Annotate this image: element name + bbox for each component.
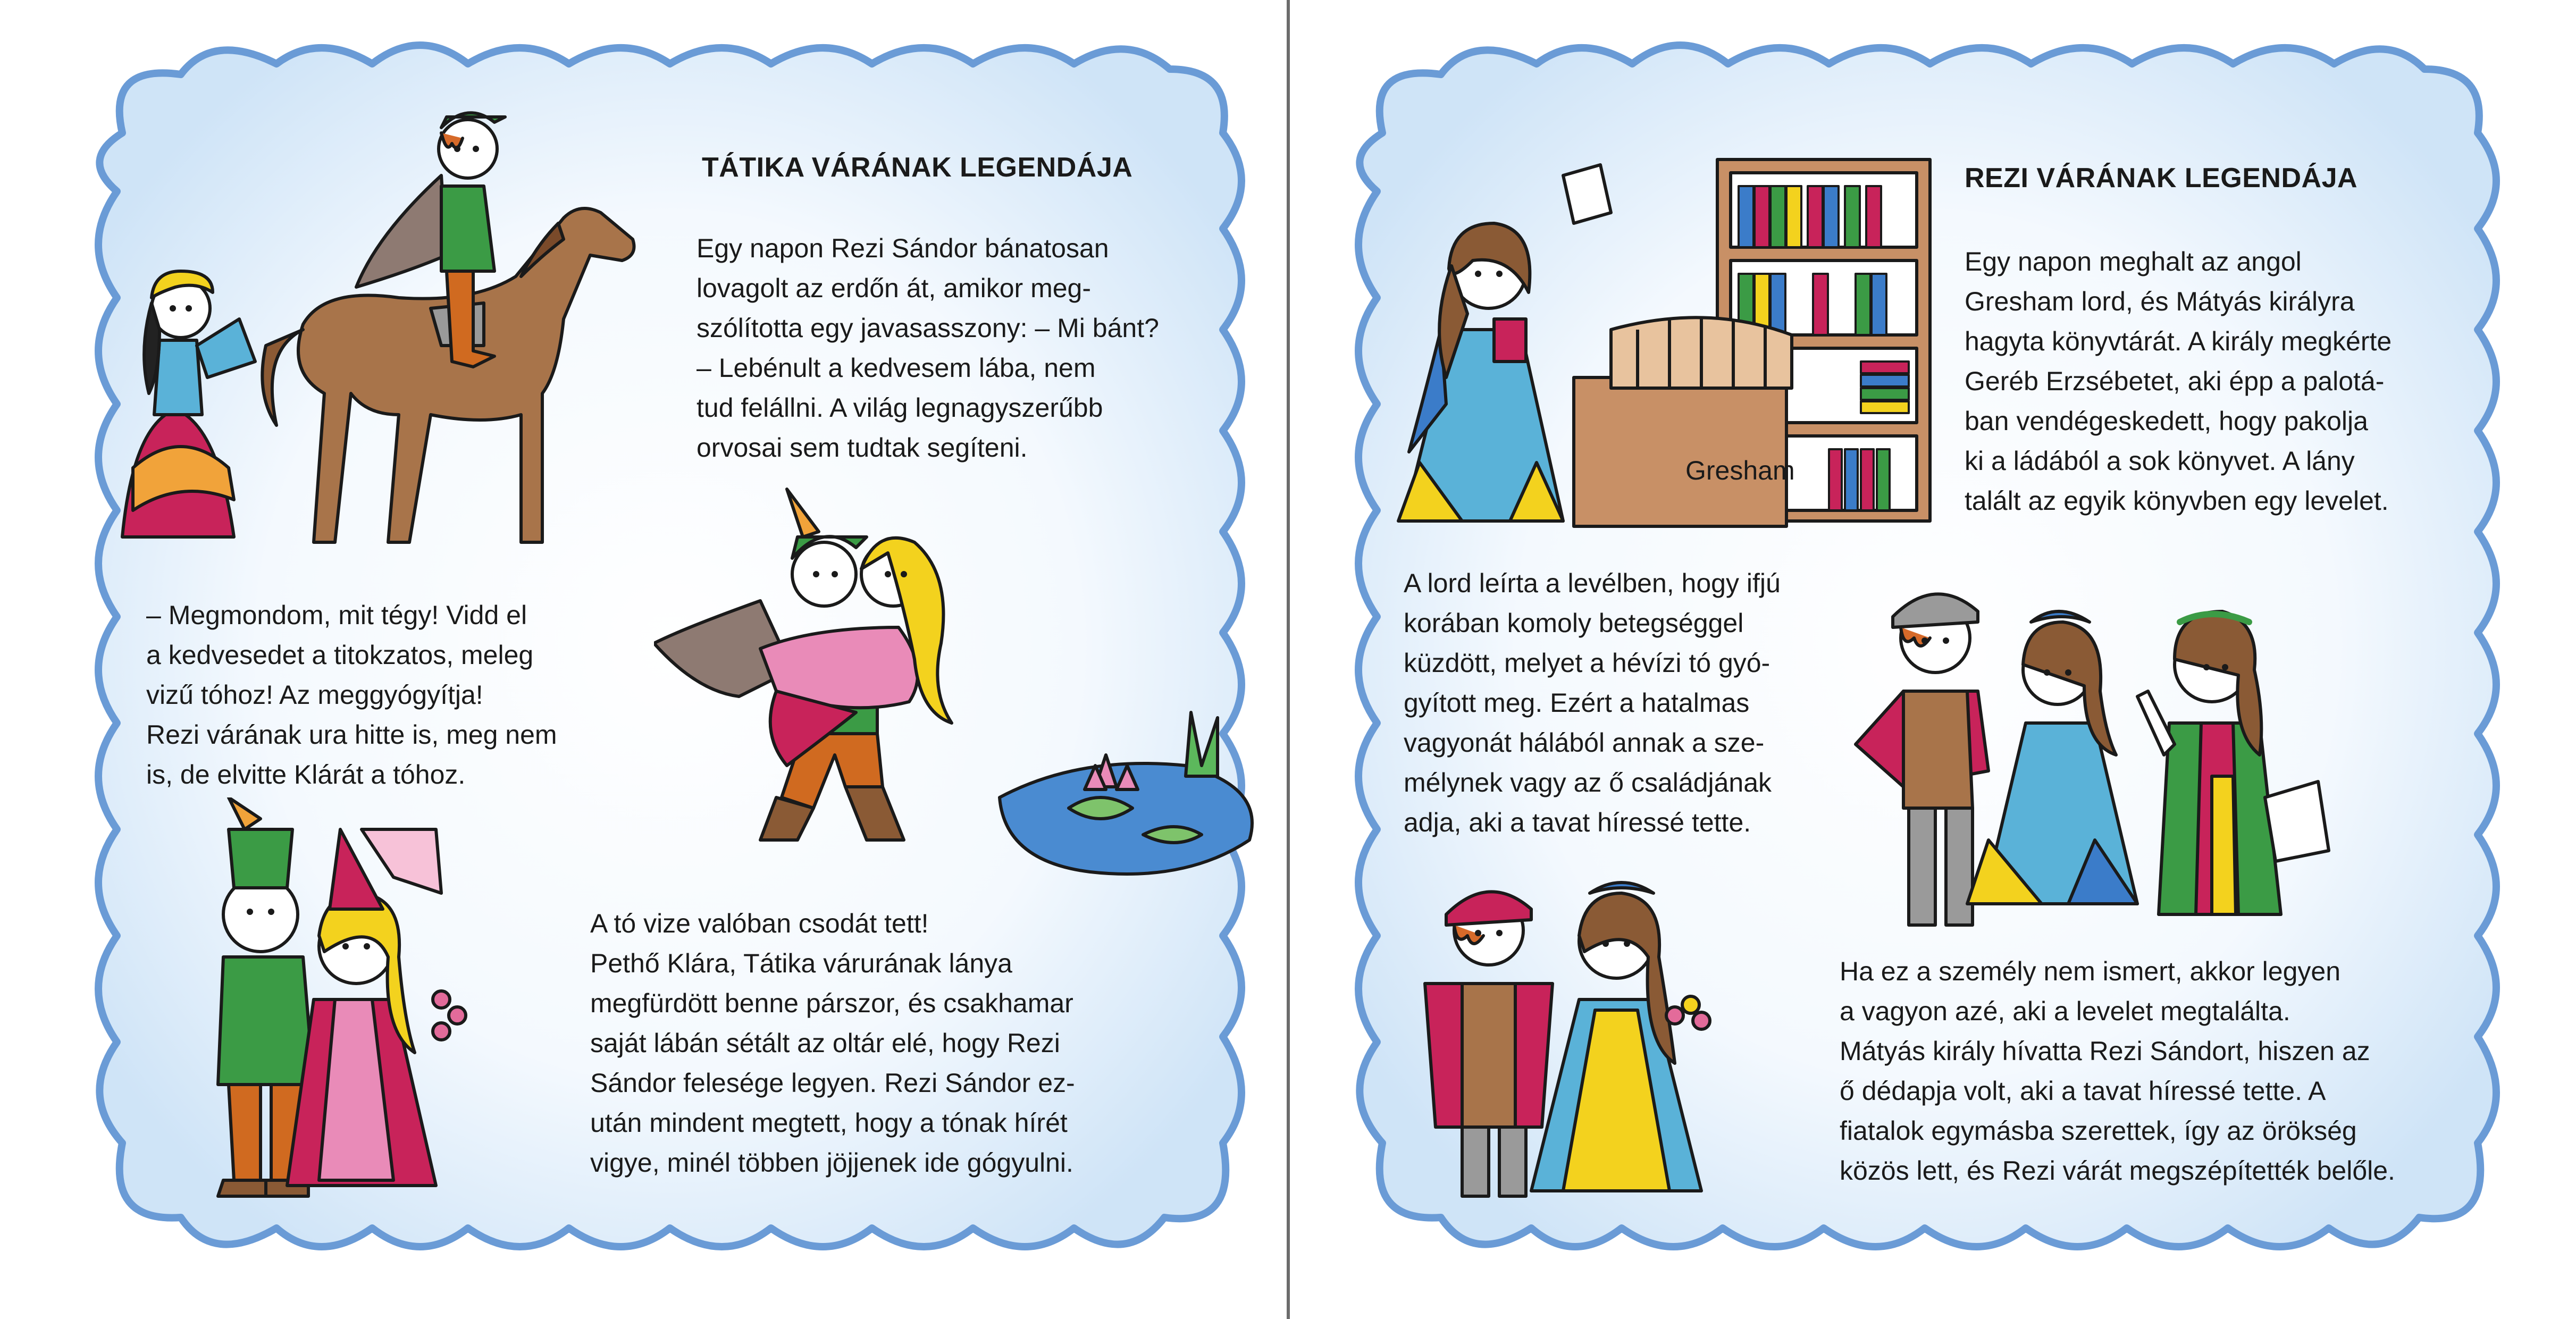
rescue-and-lake-illustration bbox=[654, 468, 1265, 920]
wedding-couple-illustration bbox=[191, 797, 564, 1202]
rider-and-wise-woman-illustration bbox=[101, 96, 686, 574]
left-paragraph-3: A tó vize valóban csodát tett! Pethő Klára, Tátika várurának lánya megfürdött benne párszor, és csakhamar saját lábán sétált az oltár elé, hogy Rezi Sándor felesége legyen. Rezi Sándor ez- után mindent megtett, hogy a tónak hírét vigye, minél többen jöjjenek ide gógyulni. bbox=[590, 909, 1075, 1178]
right-paragraph-3: Ha ez a személy nem ismert, akkor legyen a vagyon azé, aki a levelet megtalálta. Mátyás király hívatta Rezi Sándort, hiszen az ő dédapja volt, aki a tavat híressé tette. A fiatalok egymásba szerettek, így az örökség közös lett, és Rezi várát megszépítették belőle. bbox=[1840, 956, 2395, 1186]
right-paragraph-1: Egy napon meghalt az angol Gresham lord, és Mátyás királyra hagyta könyvtárát. A király megkérte Geréb Erzsébetet, aki épp a palotá- ban vendégeskedett, hogy pakolja ki a ládából a sok könyvet. A lány talált az egyik könyvben egy levelet. bbox=[1965, 247, 2392, 516]
page-gutter bbox=[1287, 0, 1290, 1319]
left-paragraph-1: Egy napon Rezi Sándor bánatosan lovagolt az erdőn át, amikor meg- szólította egy javasasszony: – Mi bánt? – Lebénult a kedvesem lába, nem tud felállni. A világ legnagyszerűbb orvosai sem tudtak segíteni. bbox=[697, 233, 1159, 463]
inheritance-couple-illustration bbox=[1404, 851, 1808, 1202]
library-illustration bbox=[1388, 154, 1962, 537]
chest-label: Gresham bbox=[1685, 456, 1795, 485]
left-paragraph-2: – Megmondom, mit tégy! Vidd el a kedvesedet a titokzatos, meleg vizű tóhoz! Az meggyógyítja! Rezi várának ura hitte is, meg nem is, de elvitte Klárát a tóhoz. bbox=[146, 600, 557, 789]
right-paragraph-2: A lord leírta a levélben, hogy ifjú korában komoly betegséggel küzdött, melyet a hévízi tó gyó- gyított meg. Ezért a hatalmas vagyonát hálából annak a sze- mélynek vagy az ő családjának adja, aki a tavat híressé tette. bbox=[1404, 568, 1781, 837]
right-page-title: REZI VÁRÁNAK LEGENDÁJA bbox=[1965, 163, 2358, 194]
left-page-title: TÁTIKA VÁRÁNAK LEGENDÁJA bbox=[702, 152, 1133, 183]
three-characters-illustration bbox=[1840, 532, 2456, 941]
